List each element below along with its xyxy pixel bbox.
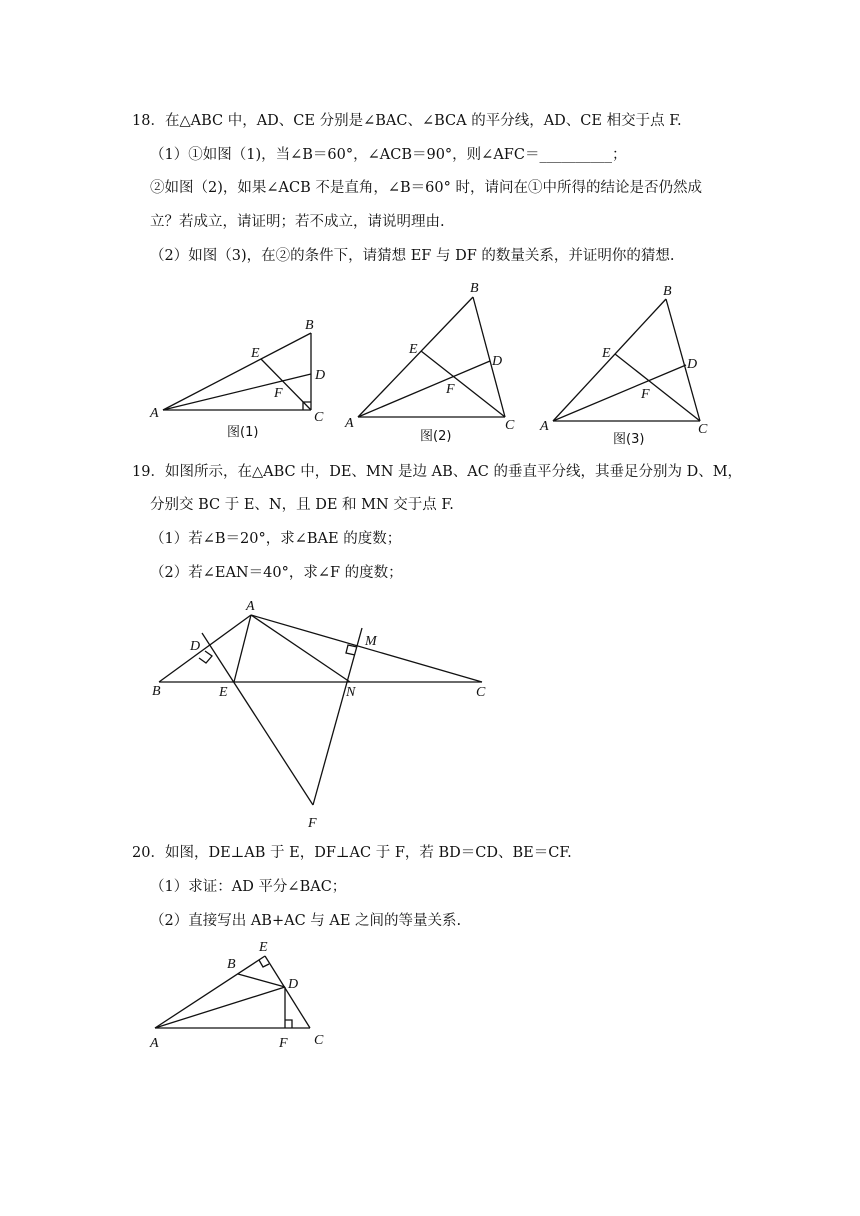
label-B: B [663, 284, 672, 299]
label-C: C [476, 685, 486, 700]
label-C: C [698, 422, 708, 437]
q18-figure-2 [340, 275, 530, 445]
label-E: E [219, 685, 228, 700]
label-E: E [251, 346, 260, 361]
label-D: D [492, 354, 503, 369]
q20-part1: （1）求证：AD 平分∠BAC； [150, 879, 347, 895]
label-D: D [288, 977, 299, 992]
q18-stem: 18．在△ABC 中，AD、CE 分别是∠BAC、∠BCA 的平分线，AD、CE 相交于点 F. [132, 113, 682, 129]
label-F: F [274, 386, 283, 401]
caption-fig3: 图(3) [613, 432, 645, 447]
label-A: A [345, 416, 354, 431]
label-D: D [687, 357, 698, 372]
label-F: F [641, 387, 650, 402]
label-B: B [152, 684, 161, 699]
label-E: E [409, 342, 418, 357]
label-F: F [446, 382, 455, 397]
label-A: A [150, 1036, 159, 1051]
label-B: B [305, 318, 314, 333]
q18-part1a: （1）①如图（1)，当∠B＝60°，∠ACB＝90°，则∠AFC＝__________； [150, 147, 627, 163]
q20-stem: 20．如图，DE⊥AB 于 E，DF⊥AC 于 F，若 BD＝CD、BE＝CF. [132, 845, 572, 861]
q18-figure-3 [535, 278, 725, 448]
q19-part2: （2）若∠EAN＝40°，求∠F 的度数； [150, 565, 403, 581]
label-B: B [227, 957, 236, 972]
q20-figure [140, 935, 340, 1055]
q20-part2: （2）直接写出 AB+AC 与 AE 之间的等量关系. [150, 913, 462, 929]
label-D: D [315, 368, 326, 383]
label-M: M [365, 634, 377, 649]
label-B: B [470, 281, 479, 296]
label-F: F [308, 816, 317, 831]
q18-part2: （2）如图（3)，在②的条件下，请猜想 EF 与 DF 的数量关系，并证明你的猜想. [150, 248, 675, 264]
q19-stem-line2: 分别交 BC 于 E、N，且 DE 和 MN 交于点 F. [150, 497, 454, 513]
label-C: C [314, 1033, 324, 1048]
q18-part1b: ②如图（2)，如果∠ACB 不是直角，∠B＝60° 时，请问在①中所得的结论是否仍然成 [150, 180, 702, 196]
label-E: E [259, 940, 268, 955]
label-A: A [246, 599, 255, 614]
caption-fig2: 图(2) [420, 429, 452, 444]
label-C: C [505, 418, 515, 433]
label-A: A [540, 419, 549, 434]
label-F: F [279, 1036, 288, 1051]
q19-stem-line1: 19．如图所示，在△ABC 中，DE、MN 是边 AB、AC 的垂直平分线，其垂足分别为 D、M， [132, 464, 743, 480]
label-D: D [190, 639, 201, 654]
label-A: A [150, 406, 159, 421]
label-E: E [602, 346, 611, 361]
q19-part1: （1）若∠B＝20°，求∠BAE 的度数； [150, 531, 402, 547]
q19-figure [140, 595, 510, 835]
label-N: N [346, 685, 356, 700]
caption-fig1: 图(1) [227, 425, 259, 440]
label-C: C [314, 410, 324, 425]
q18-part1c: 立？若成立，请证明；若不成立，请说明理由. [150, 214, 445, 230]
q18-figure-1 [140, 305, 340, 445]
